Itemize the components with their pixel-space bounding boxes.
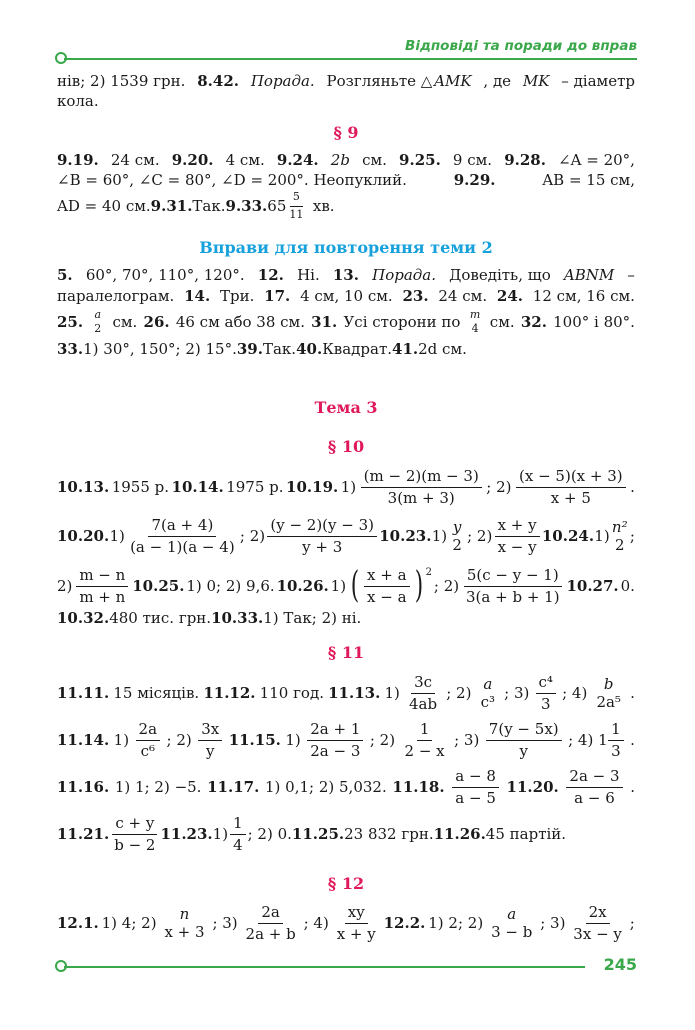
fraction: 2a c⁶ [136, 721, 161, 759]
text-line: паралелограм. 14. Три. 17. 4 см, 10 см. 23. 24 см. 24. 12 см, 16 см. [57, 287, 635, 305]
fraction: a − 8 a − 5 [452, 768, 499, 806]
text-line: нів; 2) 1539 грн. 8.42. Порада. Розгляньте △ AMK , де MK – діаметр [57, 72, 635, 90]
text-line: 11.16. 1) 1; 2) −5. 11.17. 1) 0,1; 2) 5,032. 11.18. a − 8 a − 5 11.20. 2a − 3 a − 6 . [57, 767, 635, 807]
theme-heading: Тема 3 [314, 398, 378, 417]
fraction: x + a x − a [364, 567, 410, 605]
header-rule [64, 58, 637, 60]
text-line: 2) m − n m + n 10.25. 1) 0; 2) 9,6. 10.26. 1) ( x + a x − a ) $^2$ ; 2) 5(c − y − 1) 3(a + b + 1) 10.27. 0. [57, 565, 635, 606]
text-line: 10.13. 1955 р. 10.14. 1975 р. 10.19. 1) (m − 2)(m − 3) 3(m + 3) ; 2) (x − 5)(x + 3) x + 5 . [57, 467, 635, 507]
fraction: 1 2 − x [404, 720, 445, 760]
text-line: 12.1. 1) 4; 2) n x + 3 ; 3) 2a 2a + b ; 4) xy x + y 12.2. 1) 2; 2) a 3 − b ; 3) 2x 3x − y ; [57, 903, 635, 943]
parenthesized-fraction: ( x + a x − a ) $^2$ [350, 565, 432, 606]
fraction: 5(c − y − 1) 3(a + b + 1) [463, 567, 563, 605]
fraction: 3c 4ab [409, 673, 438, 713]
text-line: 10.20. 1) 7(a + 4) (a − 1)(a − 4) ; 2) (y − 2)(y − 3) y + 3 10.23. 1) y 2 ; 2) x + y x − y 10.24. 1) n² 2 ; [57, 516, 635, 556]
text-line: 5. 60°, 70°, 110°, 120°. 12. Ні. 13. Порада. Доведіть, що ABNM – [57, 266, 635, 284]
fraction: (y − 2)(y − 3) y + 3 [267, 517, 377, 555]
fraction: 2a 2a + b [245, 903, 296, 943]
section-heading: Вправи для повторення теми 2 [199, 238, 493, 257]
fraction: 1 4 [230, 815, 246, 853]
fraction: c + y b − 2 [114, 814, 156, 854]
fraction: xy x + y [336, 903, 376, 943]
fraction: (x − 5)(x + 3) x + 5 [516, 468, 626, 506]
fraction: n² 2 [611, 517, 628, 554]
footer-rule [64, 966, 585, 968]
text-line: 9.19. 24 см. 9.20. 4 см. 9.24. 2b см. 9.25. 9 см. 9.28. ∠A = 20°, [57, 151, 635, 169]
text-line: 33. 1) 30°, 150°; 2) 15°. 39. Так. 40. Квадрат. 41. 2d см. [57, 340, 467, 358]
fraction: y 2 [452, 517, 462, 554]
text-line: 25. a 2 см. 26. 46 см або 38 см. 31. Усі сторони по m 4 см. 32. 100° і 80°. [57, 307, 635, 335]
fraction: a 2 [94, 307, 102, 335]
section-heading: § 10 [327, 437, 365, 456]
fraction: c⁴ 3 [536, 674, 556, 712]
text-line: 11.14. 1) 2a c⁶ ; 2) 3x y 11.15. 1) 2a + 1 2a − 3 ; 2) 1 2 − x ; 3) 7(y − 5x) y ; 4) 1 1 3 . [57, 720, 635, 760]
fraction: 1 3 [608, 721, 624, 759]
fraction: 7(y − 5x) y [486, 721, 562, 759]
fraction: 3x y [198, 721, 222, 759]
fraction: b 2a⁵ [596, 674, 621, 711]
fraction: 2x 3x − y [573, 903, 622, 943]
fraction: x + y x − y [495, 517, 540, 555]
section-heading: § 12 [327, 874, 365, 893]
text-line: 10.32. 480 тис. грн. 10.33. 1) Так; 2) ні. [57, 609, 362, 627]
fraction: 2a + 1 2a − 3 [307, 721, 363, 759]
fraction: 5 11 [289, 190, 304, 221]
text-line: ∠B = 60°, ∠C = 80°, ∠D = 200°. Неопуклий. 9.29. AB = 15 см, [57, 171, 635, 189]
fraction: 2a − 3 a − 6 [566, 768, 622, 806]
fraction: 7(a + 4) (a − 1)(a − 4) [130, 516, 235, 556]
text-line: 11.21. c + y b − 2 11.23. 1) 1 4 ; 2) 0. 11.25. 23 832 грн. 11.26. 45 партій. [57, 814, 567, 854]
fraction: a c³ [480, 674, 496, 711]
fraction: m 4 [469, 307, 481, 335]
section-heading: § 11 [327, 643, 365, 662]
running-header: Відповіді та поради до вправ [405, 38, 637, 54]
fraction: n x + 3 [164, 904, 205, 941]
fraction: (m − 2)(m − 3) 3(m + 3) [361, 468, 482, 506]
text-line: AD = 40 см. 9.31. Так. 9.33. 65 5 11 хв. [57, 190, 335, 221]
section-heading: § 9 [333, 123, 359, 142]
page-number: 245 [603, 955, 637, 974]
fraction: a 3 − b [491, 904, 533, 941]
fraction: m − n m + n [76, 567, 128, 605]
text-line: кола. [57, 92, 99, 110]
text-line: 11.11. 15 місяців. 11.12. 110 год. 11.13. 1) 3c 4ab ; 2) a c³ ; 3) c⁴ 3 ; 4) b 2a⁵ . [57, 673, 635, 713]
